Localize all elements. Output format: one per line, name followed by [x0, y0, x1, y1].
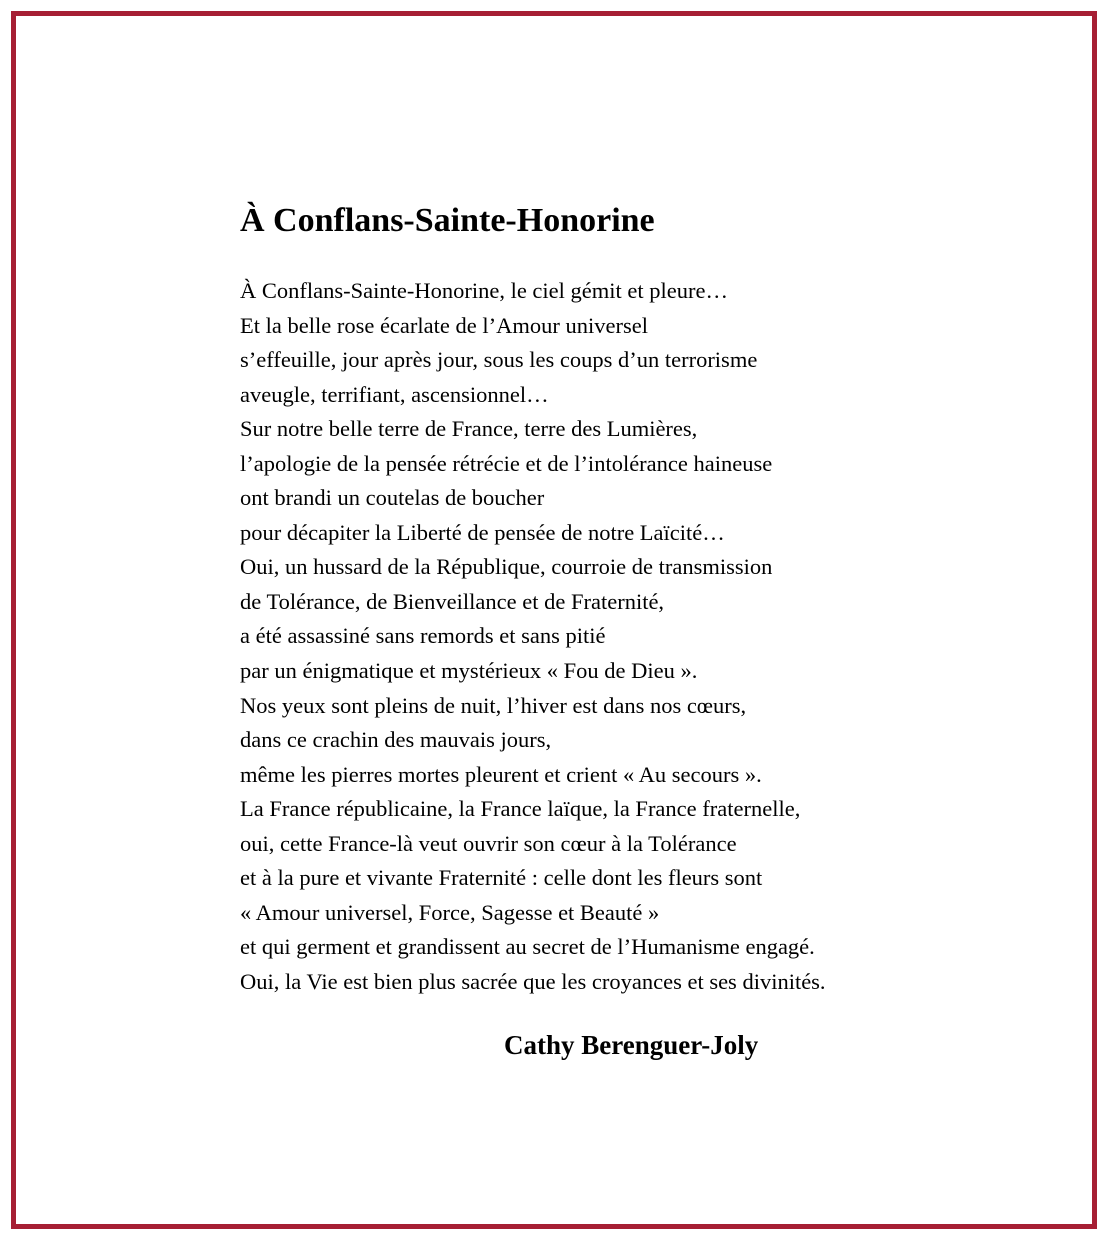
poem-line: pour décapiter la Liberté de pensée de notre Laïcité… — [240, 519, 725, 545]
poem-line: Sur notre belle terre de France, terre des Lumières, — [240, 416, 698, 442]
poem-line: La France républicaine, la France laïque, la France fraternelle, — [240, 796, 801, 822]
poem-line: À Conflans-Sainte-Honorine, le ciel gémit et pleure… — [240, 278, 728, 303]
poem-line: Nos yeux sont pleins de nuit, l’hiver est dans nos cœurs, — [240, 692, 747, 718]
poem-line: Et la belle rose écarlate de l’Amour universel — [240, 312, 648, 338]
poem-line: même les pierres mortes pleurent et crient « Au secours ». — [240, 761, 762, 787]
poem-line: Oui, la Vie est bien plus sacrée que les croyances et ses divinités. — [240, 968, 826, 994]
poem-line: dans ce crachin des mauvais jours, — [240, 727, 552, 753]
poem-line: de Tolérance, de Bienveillance et de Fraternité, — [240, 588, 665, 614]
poem-line: et qui germent et grandissent au secret de l’Humanisme engagé. — [240, 934, 815, 960]
poem-line: aveugle, terrifiant, ascensionnel… — [240, 381, 549, 407]
poem-title: À Conflans-Sainte-Honorine — [240, 202, 655, 239]
poem-line: oui, cette France-là veut ouvrir son cœur à la Tolérance — [240, 830, 737, 856]
poem-body — [240, 274, 826, 999]
poem-line: ont brandi un coutelas de boucher — [240, 485, 545, 511]
poem-author: Cathy Berenguer-Joly — [504, 1030, 759, 1060]
poem-line: l’apologie de la pensée rétrécie et de l’intolérance haineuse — [240, 450, 773, 476]
poem-line: a été assassiné sans remords et sans pitié — [240, 623, 606, 649]
poem-line: et à la pure et vivante Fraternité : celle dont les fleurs sont — [240, 865, 763, 891]
poem-line: par un énigmatique et mystérieux « Fou de Dieu ». — [240, 658, 698, 684]
poem-line: s’effeuille, jour après jour, sous les coups d’un terrorisme — [240, 347, 758, 373]
poem-line: « Amour universel, Force, Sagesse et Beauté » — [240, 899, 660, 925]
poem-line: Oui, un hussard de la République, courroie de transmission — [240, 554, 773, 580]
